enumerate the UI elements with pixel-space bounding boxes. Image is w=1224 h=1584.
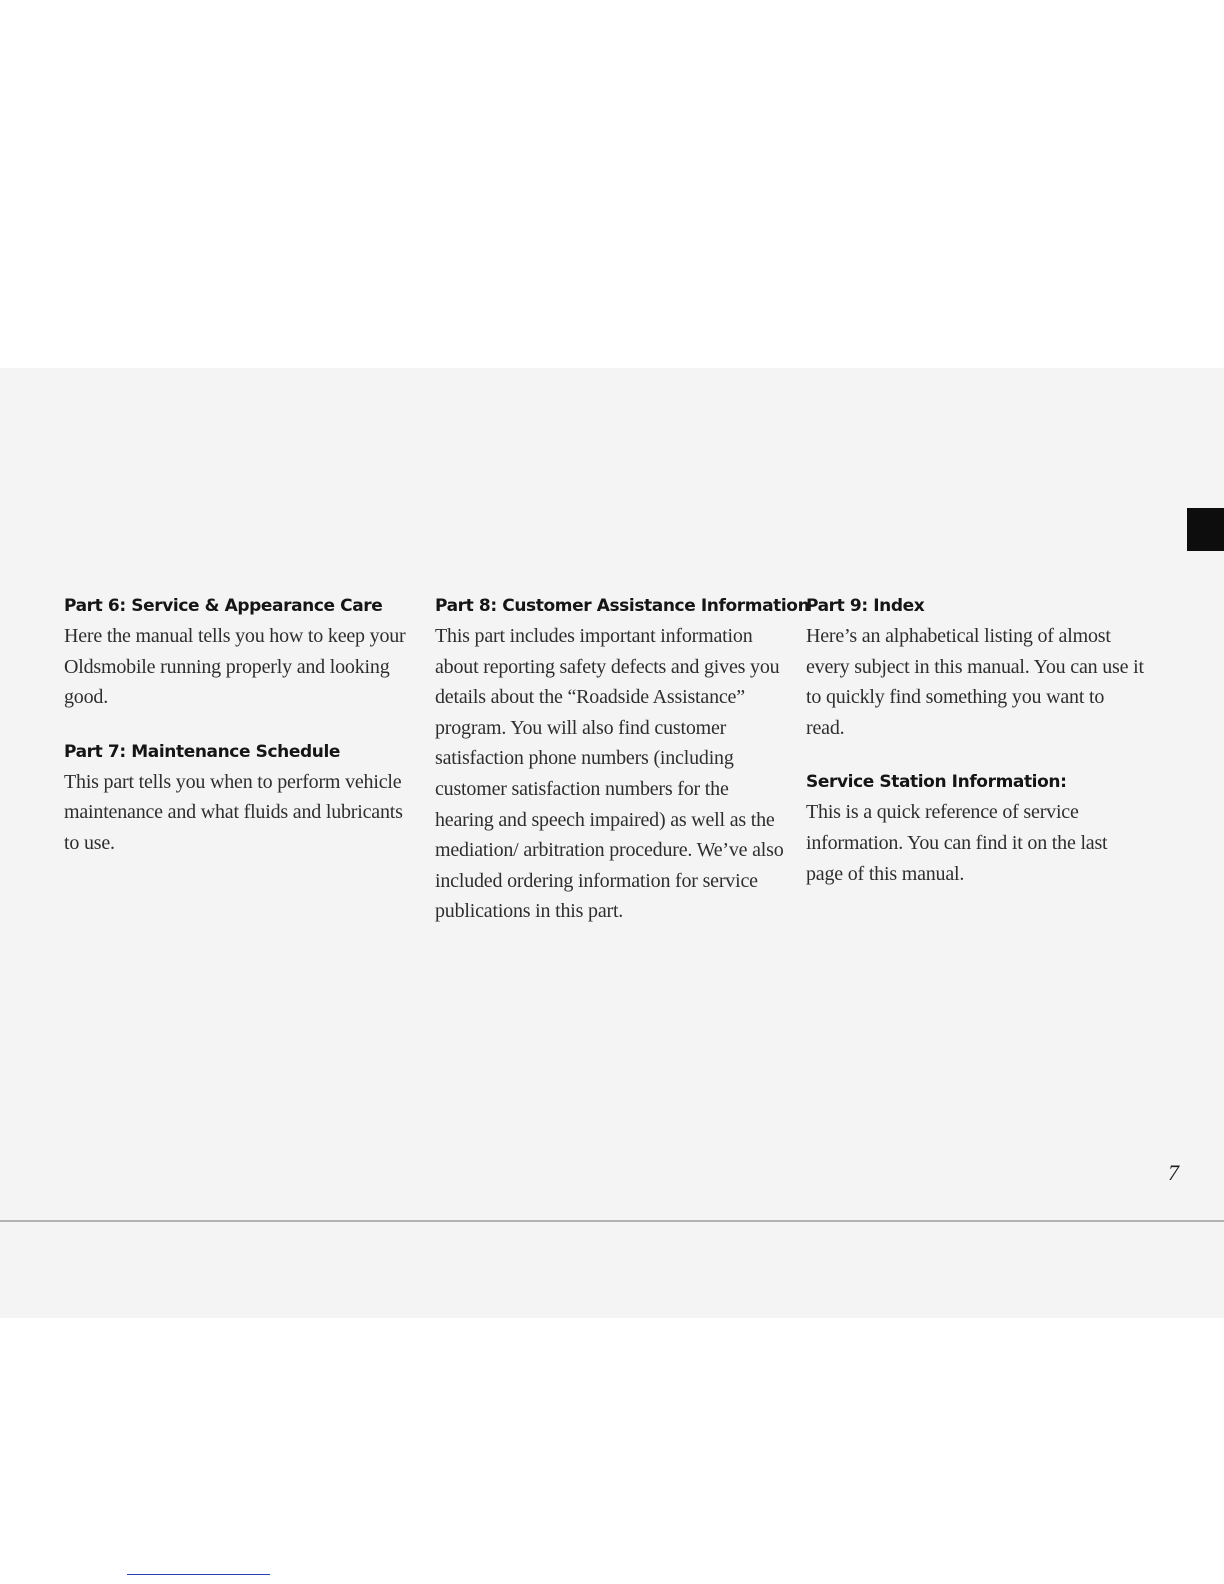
part-7-heading: Part 7: Maintenance Schedule bbox=[64, 741, 341, 762]
service-station-heading: Service Station Information: bbox=[806, 772, 1067, 793]
part-6-text: Here the manual tells you how to keep your Oldsmobile running properly and looking good. bbox=[64, 625, 406, 709]
page-number: 7 bbox=[1168, 1160, 1179, 1185]
part-9-heading: Part 9: Index bbox=[806, 596, 925, 616]
footer-divider bbox=[0, 1220, 1224, 1222]
part-6-heading: Part 6: Service & Appearance Care bbox=[64, 596, 383, 616]
column-left bbox=[64, 594, 416, 886]
part-7-text: This part tells you when to perform vehicle maintenance and what fluids and lubricants to use. bbox=[64, 770, 403, 854]
service-station-text: This is a quick reference of service information. You can find it on the last page of this manual. bbox=[806, 801, 1108, 885]
section-tab-marker bbox=[1187, 508, 1224, 551]
column-middle bbox=[435, 594, 810, 954]
link-underline bbox=[127, 1574, 270, 1575]
column-right bbox=[806, 594, 1146, 916]
part-9-text: Here’s an alphabetical listing of almost every subject in this manual. You can use it to quickly find something you want to read. bbox=[806, 625, 1144, 739]
part-8-text: This part includes important information about reporting safety defects and gives you details about the “Roadside Assistance” program. You will also find customer satisfaction phone numbers (including customer satisfaction numbers for the hearing and speech impaired) as well as the mediation/ arbitration procedure. We’ve also included ordering information for service publications in this part. bbox=[435, 625, 784, 923]
part-8-heading: Part 8: Customer Assistance Information bbox=[435, 596, 810, 616]
